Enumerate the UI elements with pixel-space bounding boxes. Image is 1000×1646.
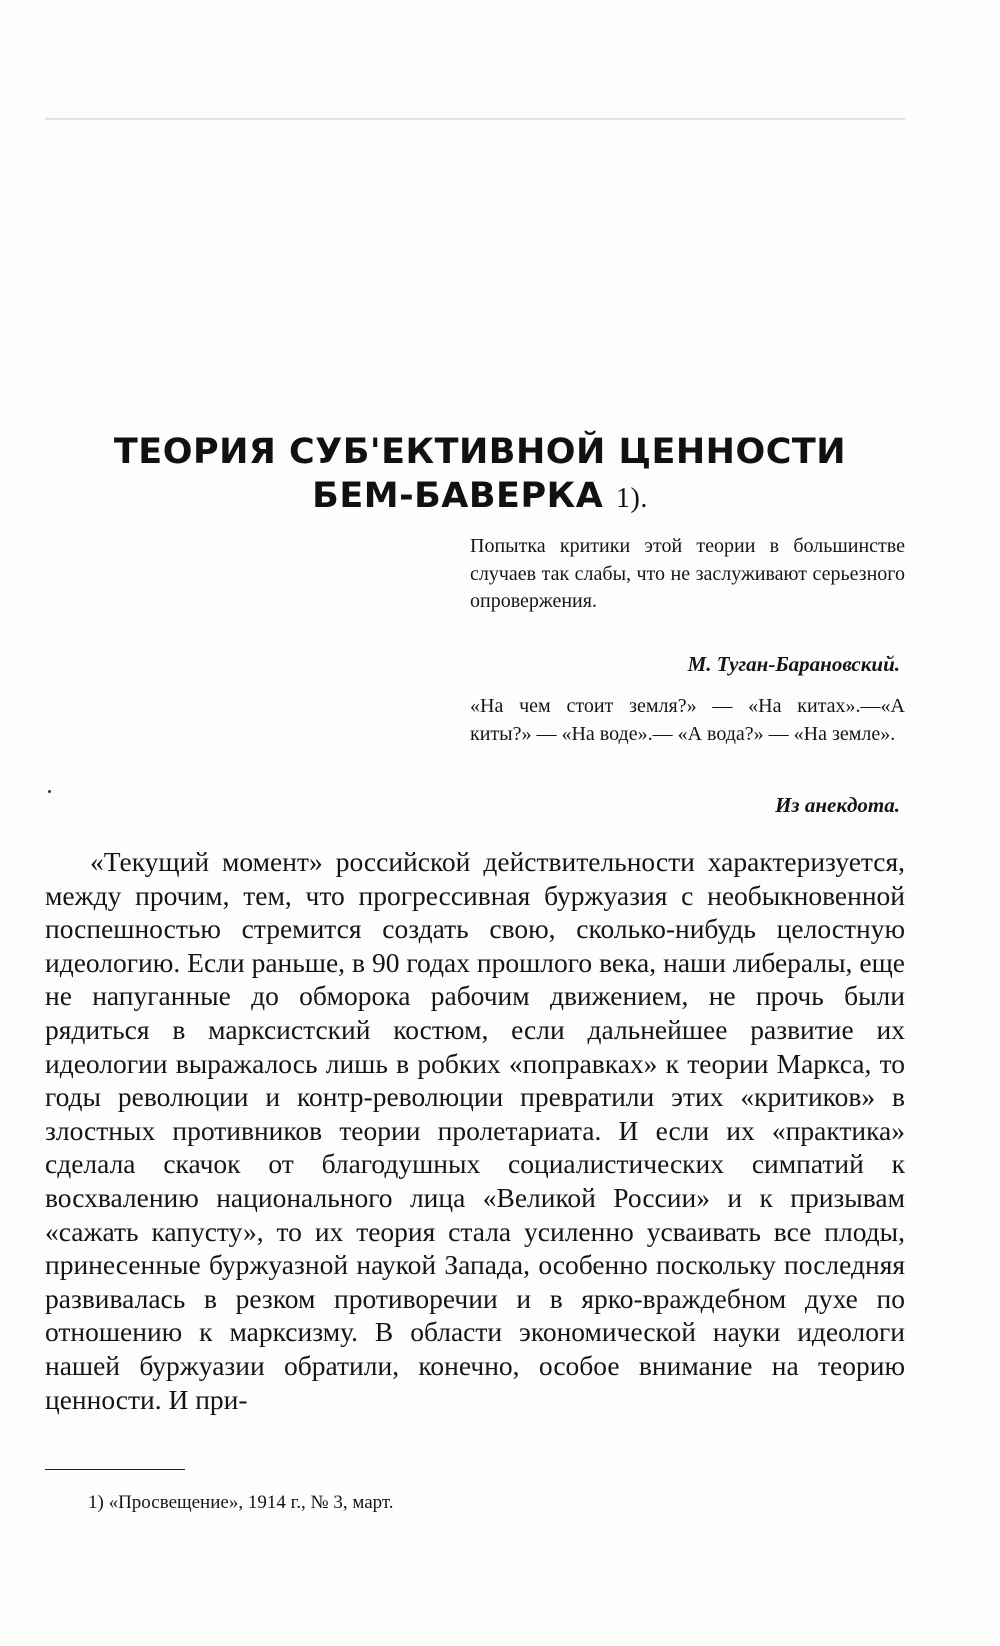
epigraph-1-attribution: М. Туган-Барановский. — [687, 652, 900, 676]
footnote-divider — [45, 1469, 185, 1470]
chapter-title — [40, 430, 920, 521]
epigraph-2-attribution: Из анекдота. — [775, 793, 900, 817]
footnote-reference: 1). — [616, 483, 648, 514]
footnote-marker: 1) — [88, 1492, 104, 1513]
footnote — [88, 1490, 888, 1516]
body-paragraph: «Текущий момент» российской действительности характеризуется, между прочим, тем, что прогрессивная буржуазия с необыкновенной поспешностью стремится создать свою, сколько-нибудь целостную идеологию. Если раньше, в 90 годах прошлого века, наши либералы, еще не напуганные до обморока рабочим движением, не прочь были рядиться в марксистский костюм, если дальнейшее развитие их идеологии выражалось лишь в робких «поправках» к теории Маркса, то годы революции и контр-революции превратили этих «критиков» в злостных противников теории пролетариата. И если их «практика» сделала скачок от благодушных социалистических симпатий к восхвалению национального лица «Великой России» и к призывам «сажать капусту», то их теория стала усиленно усваивать все плоды, принесенные буржуазной наукой Запада, особенно поскольку последняя развивалась в резком противоречии и в ярко-враждебном духе по отношению к марксизму. В области экономической науки идеологи нашей буржуазии обратили, конечно, особое внимание на теорию ценности. И при- — [45, 846, 905, 1415]
epigraph-1-text: Попытка критики этой теории в большинстве случаев так слабы, что не заслуживают серьезного опровержения. — [470, 535, 905, 612]
stray-ink-dot — [48, 790, 51, 793]
chapter-title-line-2 — [40, 474, 920, 521]
footnote-text: «Просвещение», 1914 г., № 3, март. — [108, 1492, 394, 1513]
bleed-through-header — [45, 88, 905, 120]
body-text — [45, 845, 905, 1416]
chapter-title-author: БЕМ-БАВЕРКА — [312, 476, 604, 516]
epigraph-2-text: «На чем стоит земля?» — «На китах».—«А киты?» — «На воде».— «А вода?» — «На земле». — [470, 695, 905, 745]
chapter-title-line-1: ТЕОРИЯ СУБ'ЕКТИВНОЙ ЦЕННОСТИ — [113, 432, 847, 472]
